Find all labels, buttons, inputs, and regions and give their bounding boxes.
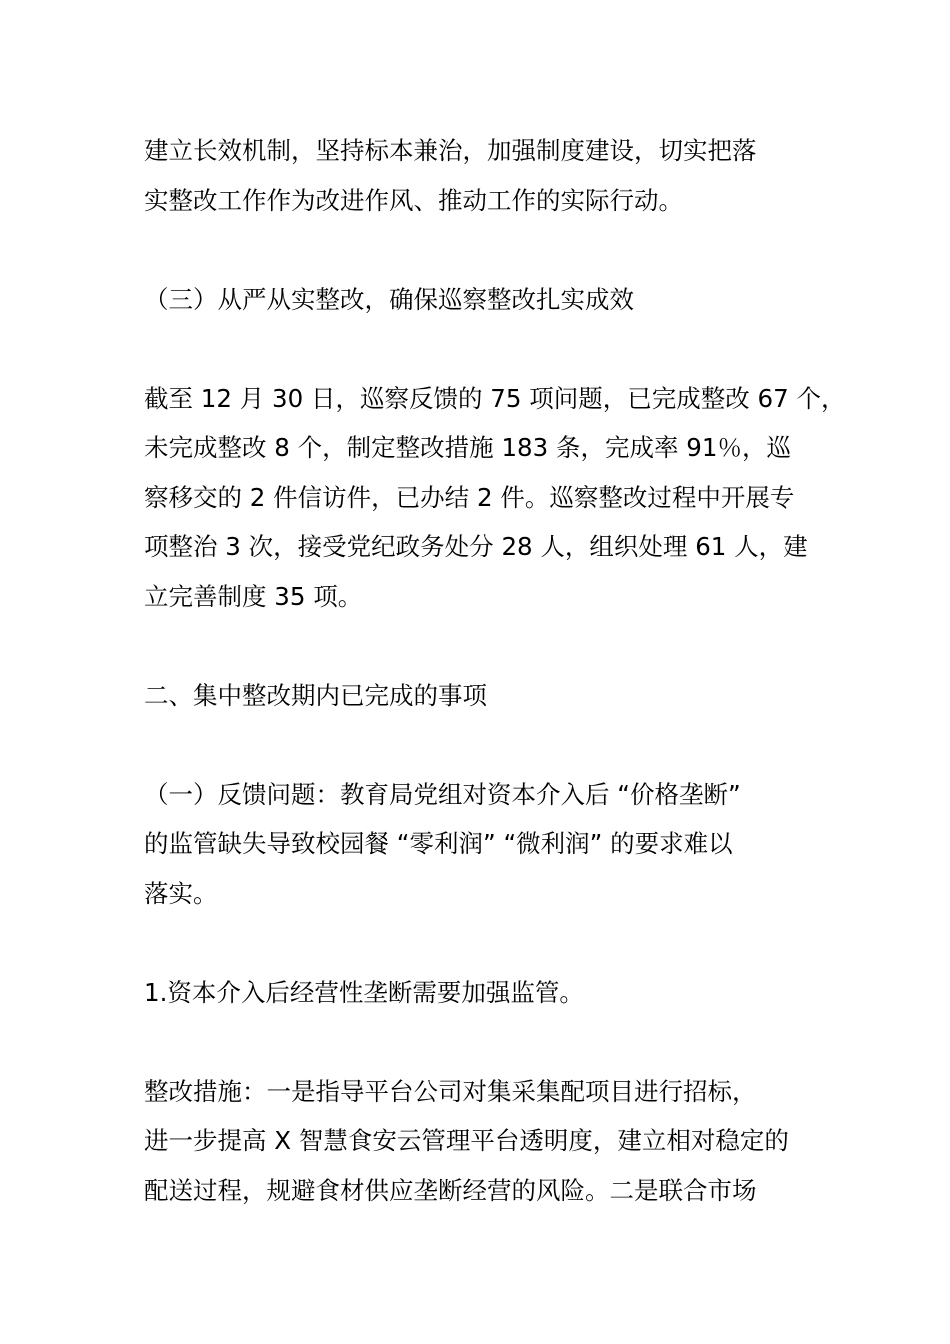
text-line: （三）从严从实整改，确保巡察整改扎实成效: [144, 284, 634, 314]
text-line: 二、集中整改期内已完成的事项: [144, 680, 487, 710]
text-line: 未完成整改 8 个，制定整改措施 183 条，完成率 91％，巡: [144, 433, 791, 462]
text-line: 1.资本介入后经营性垄断需要加强监管。: [144, 977, 584, 1007]
paragraph-rectification-measures: [144, 1067, 824, 1216]
section-heading-3: [144, 275, 824, 325]
text-line: （一）反馈问题：教育局党组对资本介入后 “价格垄断”: [144, 779, 741, 809]
document-body: [144, 126, 846, 1265]
text-line: 立完善制度 35 项。: [144, 581, 363, 611]
text-line: 察移交的 2 件信访件，已办结 2 件。巡察整改过程中开展专: [144, 482, 795, 512]
text-line: 落实。: [144, 878, 218, 908]
subheading-item-1: [144, 968, 824, 1018]
text-line: 整改措施：一是指导平台公司对集采集配项目进行招标，: [144, 1076, 757, 1106]
text-line: 进一步提高 X 智慧食安云管理平台透明度，建立相对稳定的: [144, 1126, 789, 1155]
section-heading-2: [144, 671, 824, 721]
text-line: 实整改工作作为改进作风、推动工作的实际行动。: [144, 185, 683, 215]
paragraph-long-term-mechanism: [144, 126, 824, 225]
paragraph-statistics: [144, 374, 846, 622]
text-line: 截至 12 月 30 日，巡察反馈的 75 项问题，已完成整改 67 个，: [144, 383, 846, 413]
text-line: 项整治 3 次，接受党纪政务处分 28 人，组织处理 61 人，建: [144, 532, 808, 561]
paragraph-feedback-issue: [144, 770, 824, 919]
text-line: 配送过程，规避食材供应垄断经营的风险。二是联合市场: [144, 1175, 757, 1205]
text-line: 的监管缺失导致校园餐 “零利润” “微利润” 的要求难以: [144, 829, 733, 858]
text-line: 建立长效机制，坚持标本兼治，加强制度建设，切实把落: [144, 136, 757, 165]
